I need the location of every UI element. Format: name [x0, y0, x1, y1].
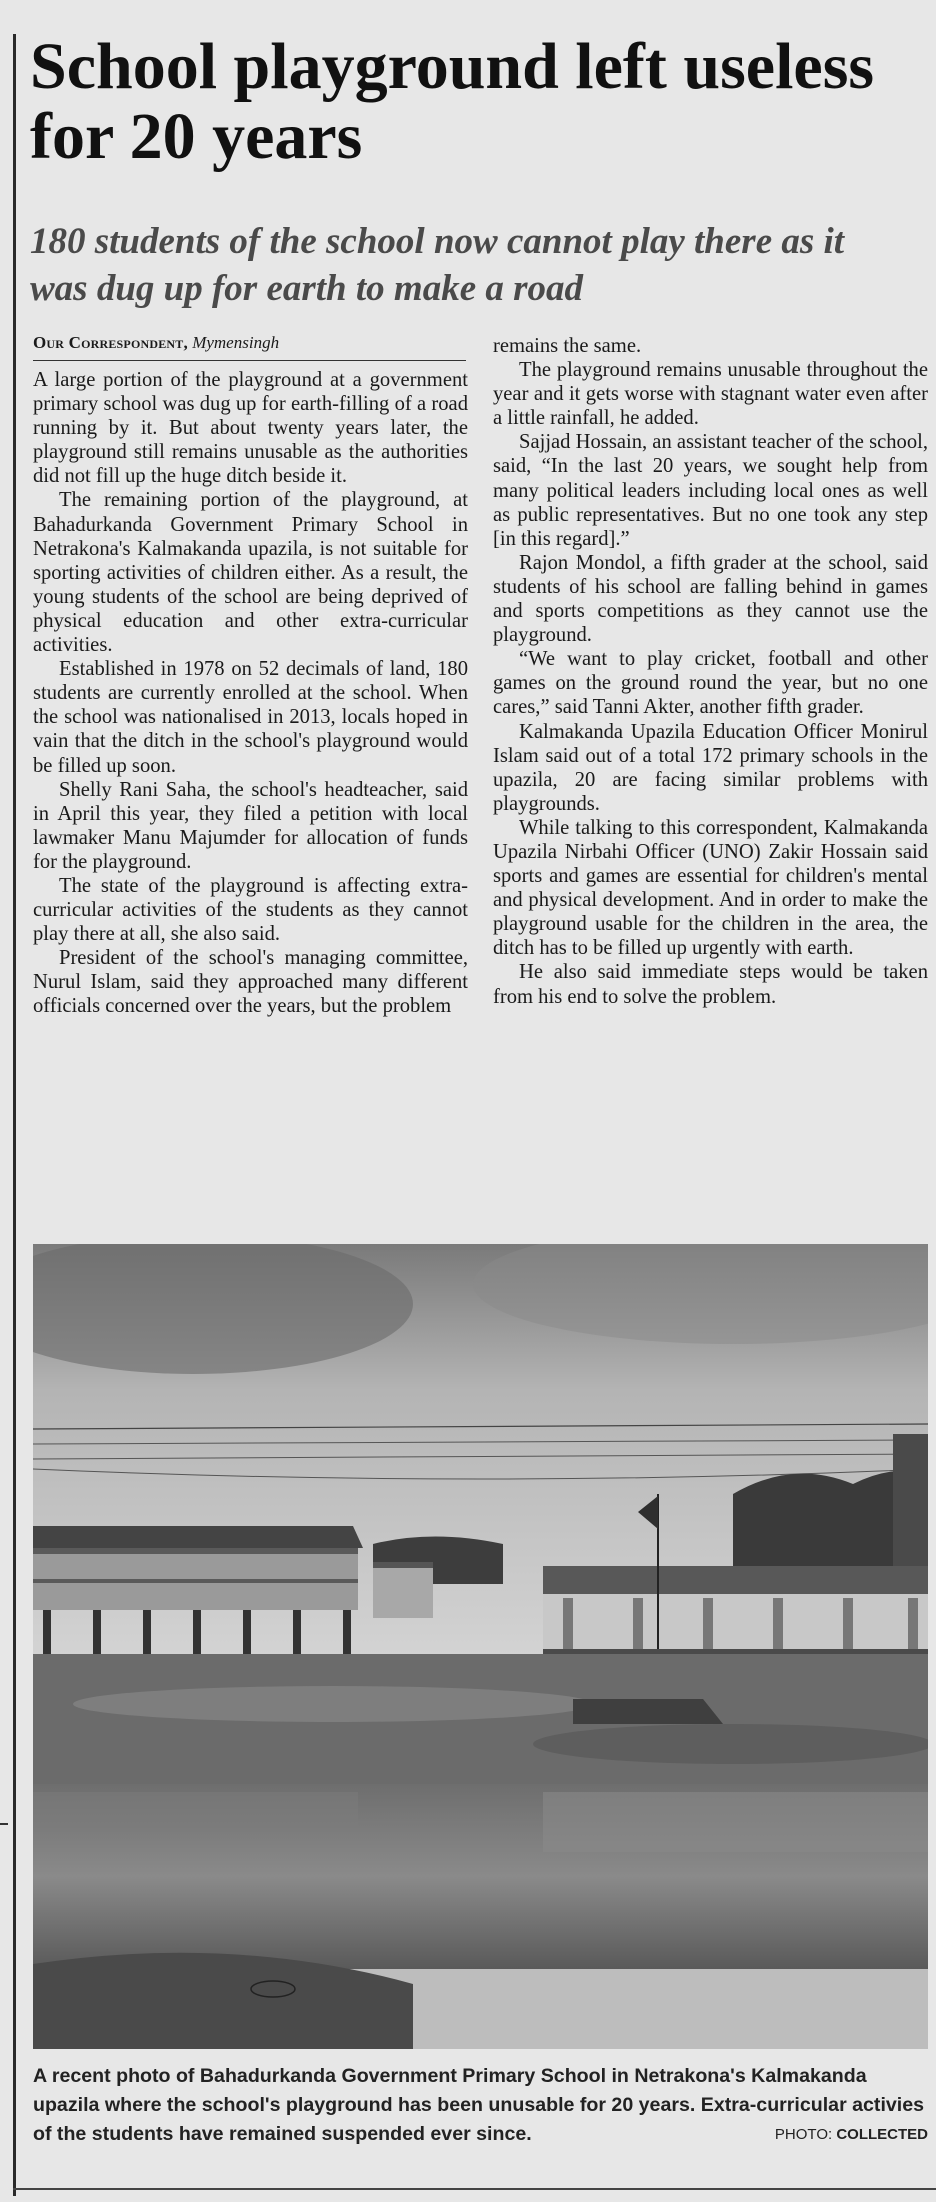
byline-author: Our Correspondent,: [33, 333, 188, 352]
photo-credit-label: PHOTO:: [774, 2126, 833, 2143]
article-column-left: [33, 368, 468, 1019]
paragraph: He also said immediate steps would be taken from his end to solve the problem.: [493, 961, 928, 1008]
column-rule-left: [13, 34, 16, 2196]
byline-location: Mymensingh: [192, 333, 280, 352]
paragraph: Established in 1978 on 52 decimals of land, 180 students are currently enrolled at the school. When the school was nationalised in 2013, locals hoped in vain that the ditch in the school's playground would be filled up soon.: [33, 658, 468, 777]
margin-tick: [0, 1823, 8, 1825]
headline: School playground left useless for 20 years: [30, 30, 875, 173]
byline: [33, 333, 466, 361]
paragraph: Shelly Rani Saha, the school's headteacher, said in April this year, they filed a petition with local lawmaker Manu Majumder for allocation of funds for the playground.: [33, 778, 468, 873]
paragraph: The state of the playground is affecting extra-curricular activities of the students as they cannot play there at all, she also said.: [33, 874, 468, 946]
paragraph: While talking to this correspondent, Kalmakanda Upazila Nirbahi Officer (UNO) Zakir Hossain said sports and games are essential for children's mental and physical development. And in order to make the playground usable for the children in the area, the ditch has to be filled up urgently with earth.: [493, 816, 928, 960]
paragraph: Kalmakanda Upazila Education Officer Monirul Islam said out of a total 172 primary schools in the upazila, 20 are facing similar problems with playgrounds.: [493, 720, 928, 815]
paragraph: The remaining portion of the playground, at Bahadurkanda Government Primary School in Netrakona's Kalmakanda upazila, is not suitable for sporting activities of children either. As a result, the young students of the school are being deprived of physical education and other extra-curricular activities.: [33, 489, 468, 657]
paragraph: “We want to play cricket, football and other games on the ground round the year, but no one cares,” said Tanni Akter, another fifth grader.: [493, 648, 928, 719]
paragraph: remains the same.: [493, 335, 642, 357]
paragraph: Sajjad Hossain, an assistant teacher of the school, said, “In the last 20 years, we sought help from many political leaders including local ones as well as public representatives. But no one took any step [in this regard].”: [493, 431, 928, 550]
photo-credit-source: COLLECTED: [836, 2126, 928, 2143]
paragraph: The playground remains unusable throughout the year and it gets worse with stagnant water even after a little rainfall, he added.: [493, 359, 928, 430]
bottom-rule: [13, 2188, 936, 2190]
photo-credit: [775, 2126, 928, 2143]
article-column-right: [493, 334, 928, 1009]
paragraph: President of the school's managing committee, Nurul Islam, said they approached many different officials concerned over the years, but the problem: [33, 947, 468, 1018]
school-photo-illustration: [33, 1244, 928, 2049]
subheadline: 180 students of the school now cannot play there as it was dug up for earth to make a road: [30, 221, 845, 309]
paragraph: Rajon Mondol, a fifth grader at the school, said students of his school are falling behind in games and sports competitions as they cannot use the playground.: [493, 551, 928, 647]
paragraph: A large portion of the playground at a government primary school was dug up for earth-filling of a road running by it. But about twenty years later, the playground still remains unusable as the authorities did not fill up the huge ditch beside it.: [33, 369, 468, 488]
photo-caption: A recent photo of Bahadurkanda Government Primary School in Netrakona's Kalmakanda upazila where the school's playground has been unusable for 20 years. Extra-curricular activies of the students have remained suspended ever since.: [33, 2065, 925, 2145]
school-photo: [33, 1244, 928, 2049]
